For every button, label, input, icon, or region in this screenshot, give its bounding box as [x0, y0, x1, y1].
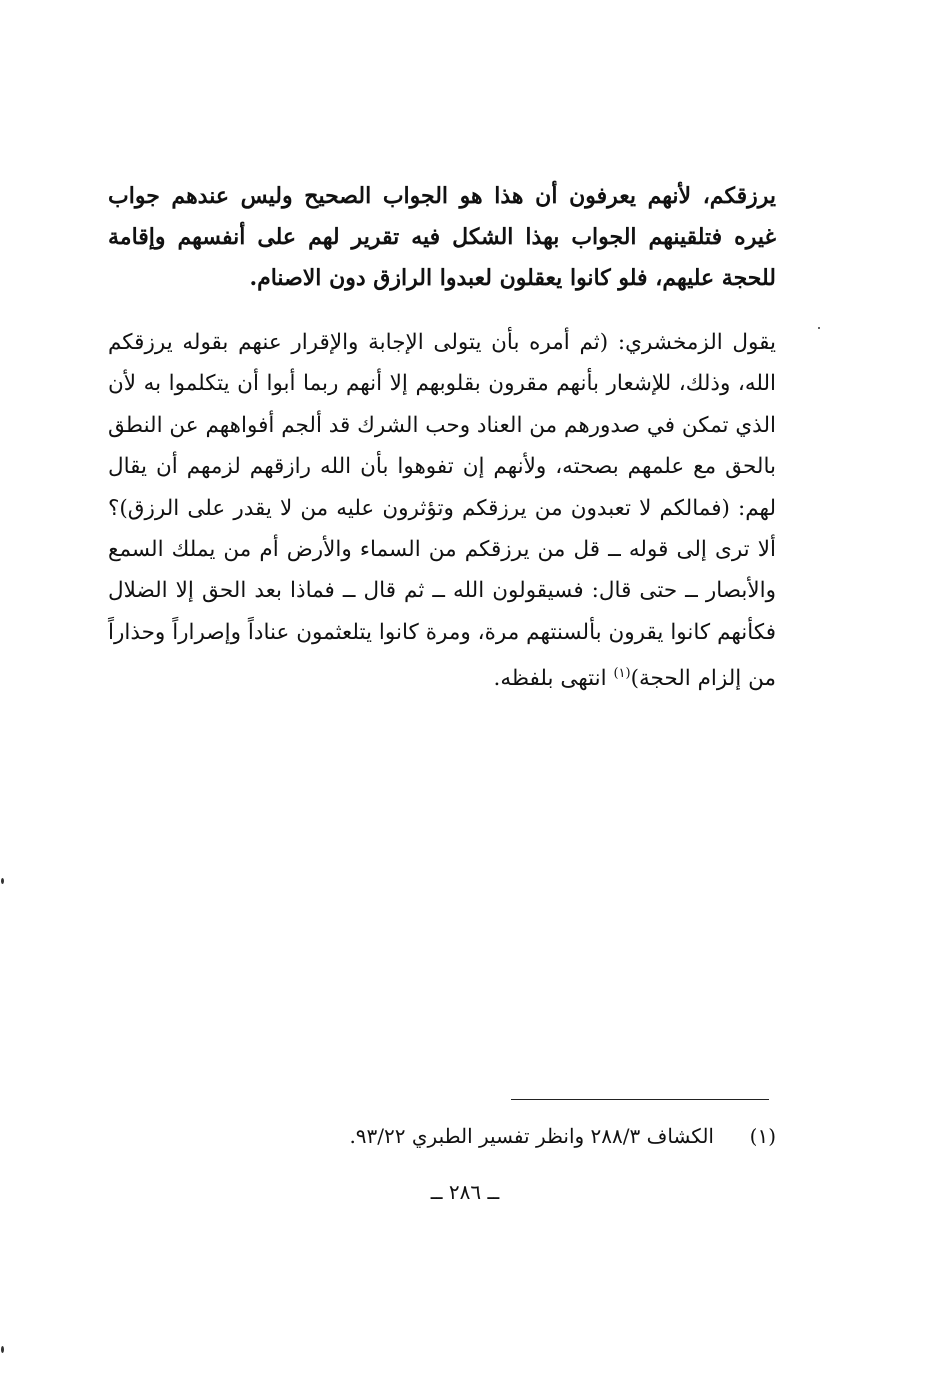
paragraph-bold: يرزقكم، لأنهم يعرفون أن هذا هو الجواب الصحيح وليس عندهم جواب غيره فتلقينهم الجواب بهذا الشكل فيه تقرير لهم على أنفسهم وإقامة للحجة عليهم، فلو كانوا يعقلون لعبدوا الرازق دون الاصنام.	[108, 183, 776, 291]
footnote-text: الكشاف ٢٨٨/٣ وانظر تفسير الطبري ٩٣/٢٢.	[349, 1124, 714, 1148]
page-number: ــ ٢٨٦ ــ	[430, 1180, 500, 1204]
paragraph-quote-ending: انتهى بلفظه.	[493, 666, 614, 692]
footnote-number: (١)	[749, 1124, 776, 1148]
footnote-reference: (١)	[613, 666, 631, 682]
scan-speck	[1, 1346, 4, 1353]
paragraph-quote-text: يقول الزمخشري: (ثم أمره بأن يتولى الإجابة والإقرار عنهم بقوله يرزقكم الله، وذلك، للإشعار بأنهم مقرون بقلوبهم إلا أنهم ربما أبوا أن يتكلموا به لأن الذي تمكن في صدورهم من العناد وحب الشرك قد ألجم أفواههم عن النطق بالحق مع علمهم بصحته، ولأنهم إن تفوهوا بأن الله رازقهم لزمهم أن يقال لهم: (فمالكم لا تعبدون من يرزقكم وتؤثرون عليه من لا يقدر على الرزق)؟ ألا ترى إلى قوله ــ قل من يرزقكم من السماء والأرض أم من يملك السمع والأبصار ــ حتى قال: فسيقولون الله ــ ثم قال ــ فماذا بعد الحق إلا الضلال فكأنهم كانوا يقرون بألسنتهم مرة، ومرة كانوا يتلعثمون عناداً وإصراراً وحذاراً من إلزام الحجة)	[108, 330, 776, 692]
scan-speck	[818, 327, 820, 329]
scan-speck	[1, 878, 4, 884]
paragraph-quote	[108, 322, 776, 700]
footnote	[156, 1118, 776, 1154]
footnote-divider	[511, 1099, 769, 1100]
